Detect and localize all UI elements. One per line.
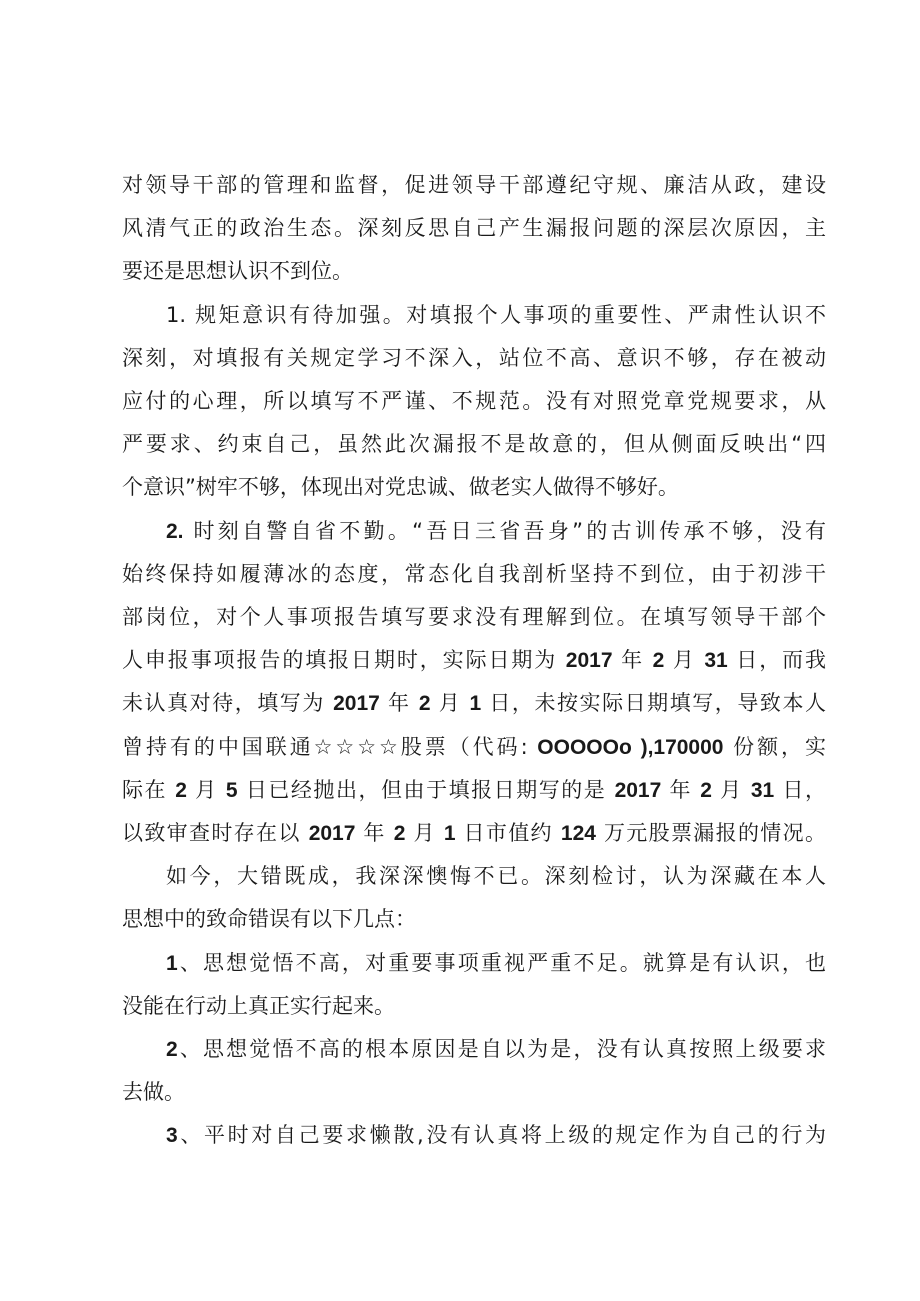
text-segment: 深刻，对填报有关规定学习不深入，站位不高、意识不够，存在被动 (122, 346, 826, 370)
text-segment: 严要求、约束自己，虽然此次漏报不是故意的，但从侧面反映出“四 (122, 432, 826, 456)
text-line (122, 602, 826, 632)
bold-text: 2 (652, 649, 665, 672)
text-segment: 曾持有的中国联通☆☆☆☆股票（代码: (122, 735, 538, 759)
text-segment: 月 (664, 648, 705, 672)
text-line (122, 775, 826, 805)
text-line (122, 688, 826, 718)
bold-text: 2017 (565, 649, 613, 672)
text-segment: 始终保持如履薄冰的态度，常态化自我剖析坚持不到位，由于初涉干 (122, 562, 826, 586)
text-line (122, 213, 826, 243)
text-line (122, 818, 826, 848)
text-segment: 年 (612, 648, 653, 672)
text-line (122, 1120, 826, 1150)
text-segment: 日，未按实际日期填写，导致本人 (481, 691, 826, 715)
text-segment: 、思想觉悟不高，对重要事项重视严重不足。就算是有认识，也 (177, 951, 826, 975)
bold-text: 2 (175, 779, 187, 802)
text-line (122, 861, 826, 891)
bold-text: 1 (443, 822, 456, 845)
text-line (122, 991, 826, 1021)
text-segment: 部岗位，对个人事项报告填写要求没有理解到位。在填写领导干部个 (122, 605, 826, 629)
text-line (122, 732, 826, 762)
text-line (122, 429, 826, 459)
bold-text: OOOOOo ),170000 (537, 736, 724, 759)
text-line (122, 343, 826, 373)
text-segment: 份额，实 (723, 735, 826, 759)
text-segment: 日市值约 (455, 821, 561, 845)
text-segment: 个意识”树牢不够，体现出对党忠诚、做老实人做得不够好。 (122, 475, 679, 499)
bold-text: 31 (750, 779, 775, 802)
text-segment: 年 (661, 778, 701, 802)
bold-text: 2 (418, 692, 431, 715)
text-line (122, 1034, 826, 1064)
text-segment: 万元股票漏报的情况。 (595, 821, 826, 845)
text-segment: 没能在行动上真正实行起来。 (122, 994, 395, 1018)
bold-text: 2 (393, 822, 406, 845)
text-line (122, 1077, 826, 1107)
text-segment: 月 (430, 691, 470, 715)
text-segment: 以致审查时存在以 (122, 821, 309, 845)
text-segment: 日已经抛出，但由于填报日期写的是 (237, 778, 615, 802)
bold-text: 2017 (614, 779, 662, 802)
text-line (122, 516, 826, 546)
bold-text: 1 (469, 692, 482, 715)
text-line (122, 300, 826, 330)
text-line (122, 256, 826, 286)
text-segment: 人申报事项报告的填报日期时，实际日期为 (122, 648, 566, 672)
text-segment: 时刻自警自省不勤。“吾日三省吾身”的古训传承不够，没有 (183, 519, 826, 543)
text-segment: 1. 规矩意识有待加强。对填报个人事项的重要性、严肃性认识不 (166, 303, 826, 327)
bold-text: 3 (166, 1124, 178, 1147)
text-segment: 要还是思想认识不到位。 (122, 259, 353, 283)
text-segment: 日，而我 (727, 648, 826, 672)
bold-text: 2017 (333, 692, 380, 715)
text-line (122, 472, 826, 502)
text-segment: 对领导干部的管理和监督，促进领导干部遵纪守规、廉洁从政，建设 (122, 173, 826, 197)
bold-text: 2. (166, 520, 184, 543)
bold-text: 2 (700, 779, 712, 802)
bold-text: 2 (166, 1038, 178, 1061)
bold-text: 31 (704, 649, 728, 672)
text-segment: 月 (711, 778, 751, 802)
text-line (122, 948, 826, 978)
bold-text: 2017 (308, 822, 356, 845)
text-line (122, 645, 826, 675)
text-segment: 风清气正的政治生态。深刻反思自己产生漏报问题的深层次原因，主 (122, 216, 826, 240)
text-segment: 、思想觉悟不高的根本原因是自以为是，没有认真按照上级要求 (177, 1037, 826, 1061)
text-segment: 月 (405, 821, 444, 845)
text-line (122, 386, 826, 416)
text-segment: 年 (355, 821, 394, 845)
bold-text: 1 (166, 952, 178, 975)
bold-text: 5 (225, 779, 238, 802)
text-segment: 年 (379, 691, 419, 715)
text-segment: 月 (186, 778, 226, 802)
text-segment: 日， (774, 778, 826, 802)
text-segment: 、平时对自己要求懒散,没有认真将上级的规定作为自己的行为 (177, 1123, 826, 1147)
text-line (122, 904, 826, 934)
text-segment: 思想中的致命错误有以下几点： (122, 907, 416, 931)
text-segment: 际在 (122, 778, 176, 802)
text-segment: 未认真对待，填写为 (122, 691, 334, 715)
bold-text: 124 (560, 822, 596, 845)
text-segment: 去做。 (122, 1080, 185, 1104)
text-line (122, 170, 826, 200)
text-segment: 应付的心理，所以填写不严谨、不规范。没有对照党章党规要求，从 (122, 389, 826, 413)
text-segment: 如今，大错既成，我深深懊悔不已。深刻检讨，认为深藏在本人 (166, 864, 826, 888)
text-line (122, 559, 826, 589)
